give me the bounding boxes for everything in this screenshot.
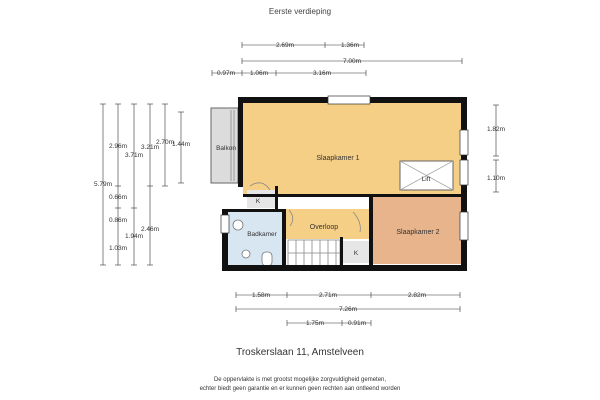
shower-drain [242,250,250,258]
closet-1-fill [247,190,275,208]
room-label-overloop: Overloop [309,224,339,231]
sink [233,220,243,230]
dim-right-1-10: 1.10m [486,175,506,182]
dim-top-1-36: 1.36m [340,42,360,49]
room-label-lift: Lift [421,176,431,183]
dim-top-0-97: 0.97m [216,70,236,77]
dim-bottom-2-71: 2.71m [318,292,338,299]
dim-left-1-94: 1.94m [124,233,144,240]
dim-bottom-7-26: 7.26m [338,306,358,313]
dim-bottom-1-75: 1.75m [305,320,325,327]
dim-top-7-00: 7.00m [342,58,362,65]
staircase [288,240,340,266]
toilet [262,252,272,266]
dim-bottom-1-58: 1.58m [251,292,271,299]
disclaimer-line-1: De oppervlakte is met grootst mogelijke zorgvuldigheid gemeten, [213,377,387,383]
dim-right-1-82: 1.82m [486,126,506,133]
dim-top-3-16: 3.16m [312,70,332,77]
room-label-slaapkamer-1: Slaapkamer 1 [316,155,360,162]
dim-left-2-96: 2.96m [108,143,128,150]
dim-left-0-86: 0.86m [108,217,128,224]
dim-left-3-71: 3.71m [124,152,144,159]
room-label-badkamer: Badkamer [247,231,277,238]
disclaimer-line-2: echter biedt geen garantie en er kunnen geen rechten aan ontleend worden [199,386,401,392]
dim-left-1-03: 1.03m [108,245,128,252]
dim-left-5-79: 5.79m [93,181,113,188]
room-label-kast-1: K [255,198,261,205]
room-label-balkon: Balkon [216,145,236,152]
dim-bottom-2-82: 2.82m [407,292,427,299]
room-label-kast-2: K [353,250,359,257]
room-label-slaapkamer-2: Slaapkamer 2 [396,229,440,236]
dim-left-2-70: 2.70m [155,139,175,146]
floor-title: Eerste verdieping [268,7,332,16]
dim-bottom-0-91: 0.91m [347,320,367,327]
dim-left-1-44: 1.44m [171,141,191,148]
dim-left-3-21: 3.21m [140,144,160,151]
dim-top-1-06: 1.06m [249,70,269,77]
dim-left-2-46: 2.46m [140,226,160,233]
left-dimensions [100,104,184,265]
address: Troskerslaan 11, Amstelveen [236,347,364,358]
dim-left-0-66: 0.66m [108,194,128,201]
dim-top-2-69: 2.69m [275,42,295,49]
